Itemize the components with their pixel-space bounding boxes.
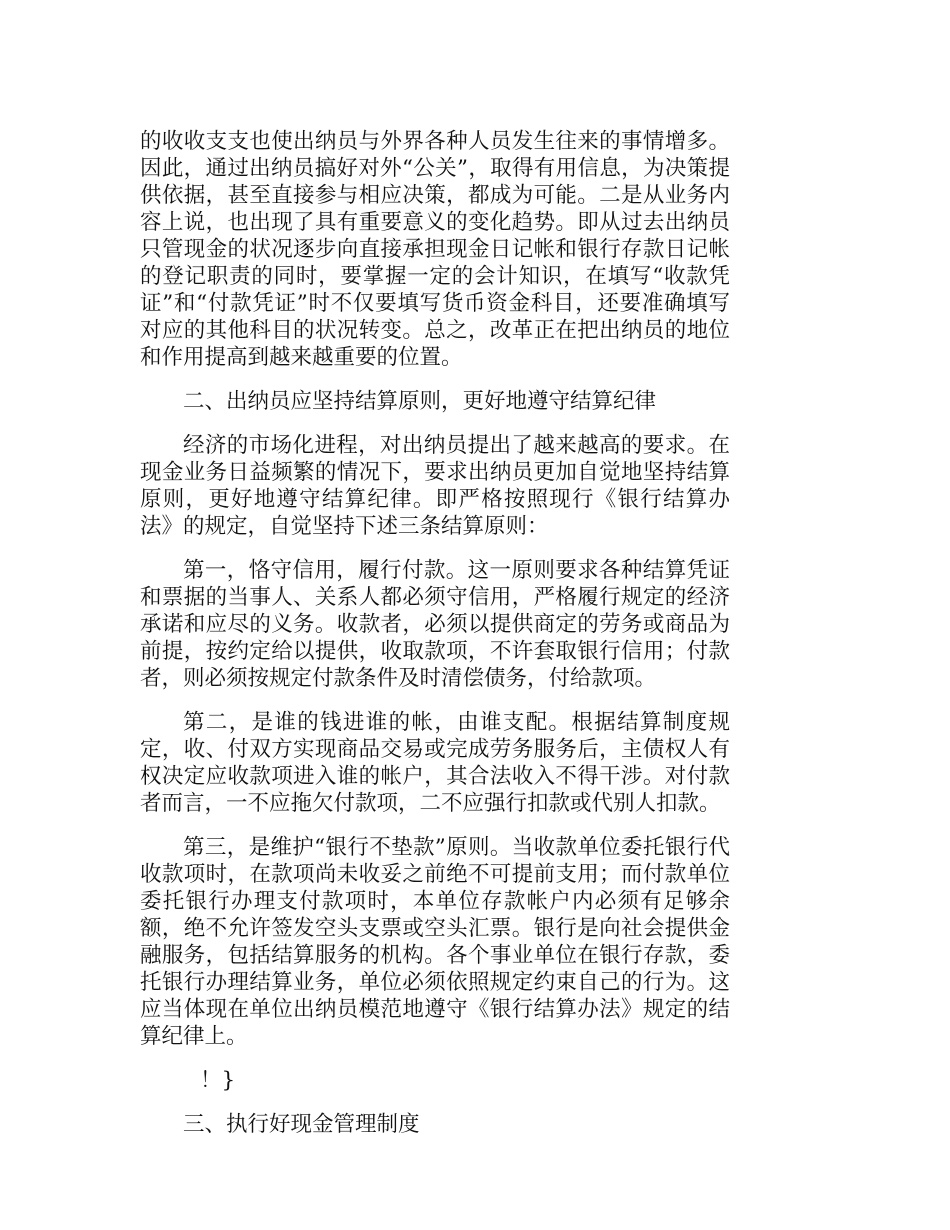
body-paragraph-3: 第一，恪守信用，履行付款。这一原则要求各种结算凭证和票据的当事人、关系人都必须守信用，严格履行规定的经济承诺和应尽的义务。收款者，必须以提供商定的劳务或商品为前提，按约定给以提供，收取款项，不许套取银行信用；付款者，则必须按规定付款条件及时清偿债务，付给款项。	[140, 558, 730, 691]
body-paragraph-2: 经济的市场化进程，对出纳员提出了越来越高的要求。在现金业务日益频繁的情况下，要求出纳员更加自觉地坚持结算原则，更好地遵守结算纪律。即严格按照现行《银行结算办法》的规定，自觉坚持下述三条结算原则：	[140, 433, 730, 539]
body-paragraph-5: 第三，是维护“银行不垫款”原则。当收款单位委托银行代收款项时，在款项尚未收妥之前绝不可提前支用；而付款单位委托银行办理支付款项时，本单位存款帐户内必须有足够余额，绝不允许签发空头支票或空头汇票。银行是向社会提供金融服务，包括结算服务的机构。各个事业单位在银行存款，委托银行办理结算业务，单位必须依照规定约束自己的行为。这应当体现在单位出纳员模范地遵守《银行结算办法》规定的结算纪律上。	[140, 835, 730, 1049]
document-page	[140, 128, 730, 1155]
body-paragraph-4: 第二，是谁的钱进谁的帐，由谁支配。根据结算制度规定，收、付双方实现商品交易或完成劳务服务后，主债权人有权决定应收款项进入谁的帐户，其合法收入不得干涉。对付款者而言，一不应拖欠付款项，二不应强行扣款或代别人扣款。	[140, 710, 730, 816]
stray-mark: ！}	[200, 1068, 236, 1093]
body-paragraph-1: 的收收支支也使出纳员与外界各种人员发生往来的事情增多。因此，通过出纳员搞好对外“公关”，取得有用信息，为决策提供依据，甚至直接参与相应决策，都成为可能。二是从业务内容上说，也出现了具有重要意义的变化趋势。即从过去出纳员只管现金的状况逐步向直接承担现金日记帐和银行存款日记帐的登记职责的同时，要掌握一定的会计知识，在填写“收款凭证”和“付款凭证”时不仅要填写货币资金科目，还要准确填写对应的其他科目的状况转变。总之，改革正在把出纳员的地位和作用提高到越来越重要的位置。	[140, 129, 730, 370]
section-heading-2: 二、出纳员应坚持结算原则，更好地遵守结算纪律	[183, 389, 657, 414]
section-heading-3: 三、执行好现金管理制度	[183, 1112, 420, 1137]
